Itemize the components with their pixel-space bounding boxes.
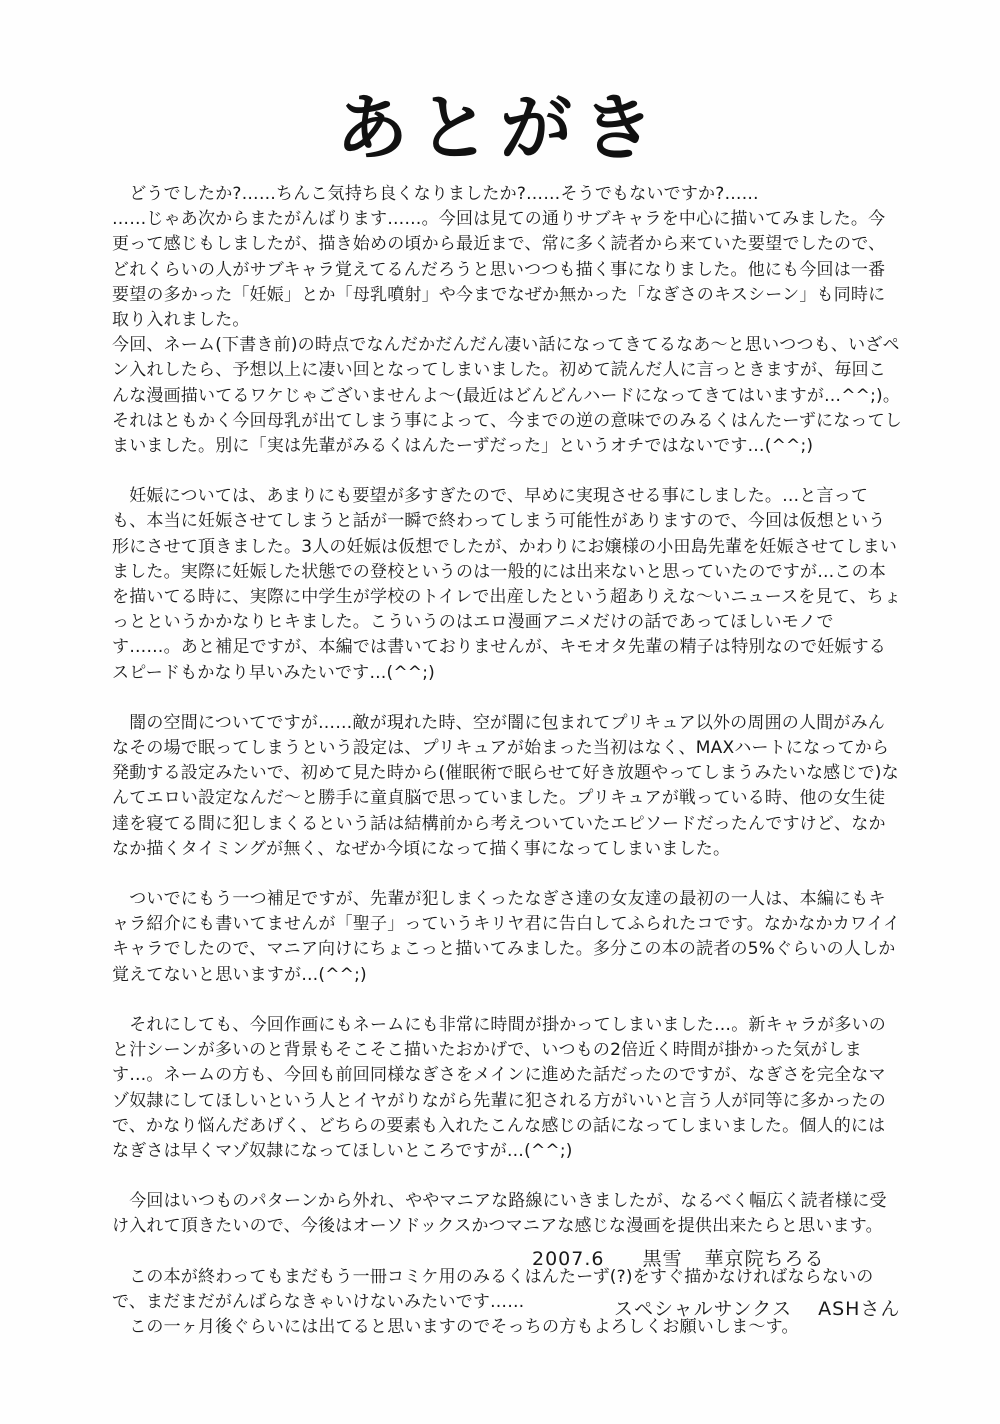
special-thanks-name: ASHさん bbox=[818, 1298, 901, 1320]
paragraph-1-line-1: どうでしたか?……ちんこ気持ち良くなりましたか?……そうでもないですか?…… bbox=[112, 184, 759, 204]
paragraph-7-line-2: この一ヶ月後ぐらいには出てると思いますのでそっちの方もよろしくお願いしま～す。 bbox=[112, 1316, 799, 1337]
paragraph-5-line-1: それにしても、今回作画にもネームにも非常に時間が掛かってしまいました…。新キャラが多いのと汁シーンが多いのと背景もそこそこ描いたおかげで、いつもの2倍近く時間が掛かった気がします…。ネームの方も、今回も前回同様なぎさをメインに進めた話だったのですが、なぎさを完全なマゾ奴隷にしてほしいという人とイヤがりながら先輩に犯される方がいいと言う人が同等に多かったので、かなり悩んだあげく、どちらの要素も入れたこんな感じの話になってしまいました。個人的にはなぎさは早くマゾ奴隷になってほしいところですが…(^^;) bbox=[112, 1014, 886, 1161]
paragraph-5 bbox=[112, 1013, 902, 1164]
paragraph-3-line-1: 闇の空間についてですが……敵が現れた時、空が闇に包まれてプリキュア以外の周囲の人間がみんなその場で眠ってしまうという設定は、プリキュアが始まった当初はなく、MAXハートになってから発動する設定みたいで、初めて見た時から(催眠術で眠らせて好き放題やってしまうみたいな感じで)なんてエロい設定なんだ～と勝手に童貞脳で思っていました。プリキュアが戦っている時、他の女生徒達を寝てる間に犯しまくるという話は結構前から考えついていたエピソードだったんですけど、なかなか描くタイミングが無く、なぜか今頃になって描く事になってしまいました。 bbox=[112, 712, 899, 859]
paragraph-4-line-1: ついでにもう一つ補足ですが、先輩が犯しまくったなぎさ達の女友達の最初の一人は、本編にもキャラ紹介にも書いてませんが「聖子」っていうキリヤ君に告白してふられたコです。なかなかカワイイキャラでしたので、マニア向けにちょこっと描いてみました。多分この本の読者の5%ぐらいの人しか覚えてないと思いますが…(^^;) bbox=[112, 889, 901, 985]
signature-author: 華京院ちろる bbox=[704, 1248, 825, 1270]
paragraph-7-line-1: この本が終わってもまだもう一冊コミケ用のみるくはんたーず(?)をすぐ描かなければならないので、まだまだがんばらなきゃいけないみたいです…… bbox=[112, 1266, 874, 1312]
paragraph-1 bbox=[112, 182, 902, 459]
paragraph-1-line-3: 今回、ネーム(下書き前)の時点でなんだかだんだん凄い話になってきてるなあ～と思いつつも、いざペン入れしたら、予想以上に凄い回となってしまいました。初めて読んだ人に言っときますが、毎回こんな漫画描いてるワケじゃございませんよ～(最近はどんどんハードになってきてはいますが…^^;)。それはともかく今回母乳が出てしまう事によって、今までの逆の意味でのみるくはんたーずになってしまいました。別に「実は先輩がみるくはんたーずだった」というオチではないです…(^^;) bbox=[112, 335, 903, 457]
page-title: あとがき bbox=[335, 86, 664, 170]
special-thanks-label: スペシャルサンクス bbox=[614, 1298, 793, 1320]
signature-date: 2007.6 bbox=[532, 1248, 605, 1270]
paragraph-1-line-2: ……じゃあ次からまたがんばります……。今回は見ての通りサブキャラを中心に描いてみました。今更って感じもしましたが、描き始めの頃から最近まで、常に多く読者から来ていた要望でしたので、どれくらいの人がサブキャラ覚えてるんだろうと思いつつも描く事になりました。他にも今回は一番要望の多かった「妊娠」とか「母乳噴射」や今までなぜか無かった「なぎさのキスシーン」も同時に取り入れました。 bbox=[112, 209, 886, 331]
paragraph-4 bbox=[112, 887, 902, 988]
paragraph-6-line-1: 今回はいつものパターンから外れ、ややマニアな路線にいきましたが、なるべく幅広く読者様に受け入れて頂きたいので、今後はオーソドックスかつマニアな感じな漫画を提供出来たらと思います。 bbox=[112, 1191, 887, 1237]
paragraph-2-line-1: 妊娠については、あまりにも要望が多すぎたので、早めに実現させる事にしました。…と言っても、本当に妊娠させてしまうと話が一瞬で終わってしまう可能性がありますので、今回は仮想という形にさせて頂きました。3人の妊娠は仮想でしたが、かわりにお嬢様の小田島先輩を妊娠させてしまいました。実際に妊娠した状態での登校というのは一般的には出来ないと思っていたのですが…この本を描いてる時に、実際に中学生が学校のトイレで出産したという超ありえな～いニュースを見て、ちょっとというかかなりヒキました。こういうのはエロ漫画アニメだけの話であってほしいモノです……。あと補足ですが、本編では書いておりませんが、キモオタ先輩の精子は特別なので妊娠するスピードもかなり早いみたいです…(^^;) bbox=[112, 486, 902, 683]
afterword-body bbox=[112, 182, 902, 1365]
paragraph-6 bbox=[112, 1189, 902, 1239]
special-thanks bbox=[614, 1294, 900, 1321]
signature-circle: 黒雪 bbox=[642, 1248, 683, 1270]
paragraph-3 bbox=[112, 711, 902, 862]
signature bbox=[532, 1244, 825, 1271]
paragraph-2 bbox=[112, 484, 902, 686]
